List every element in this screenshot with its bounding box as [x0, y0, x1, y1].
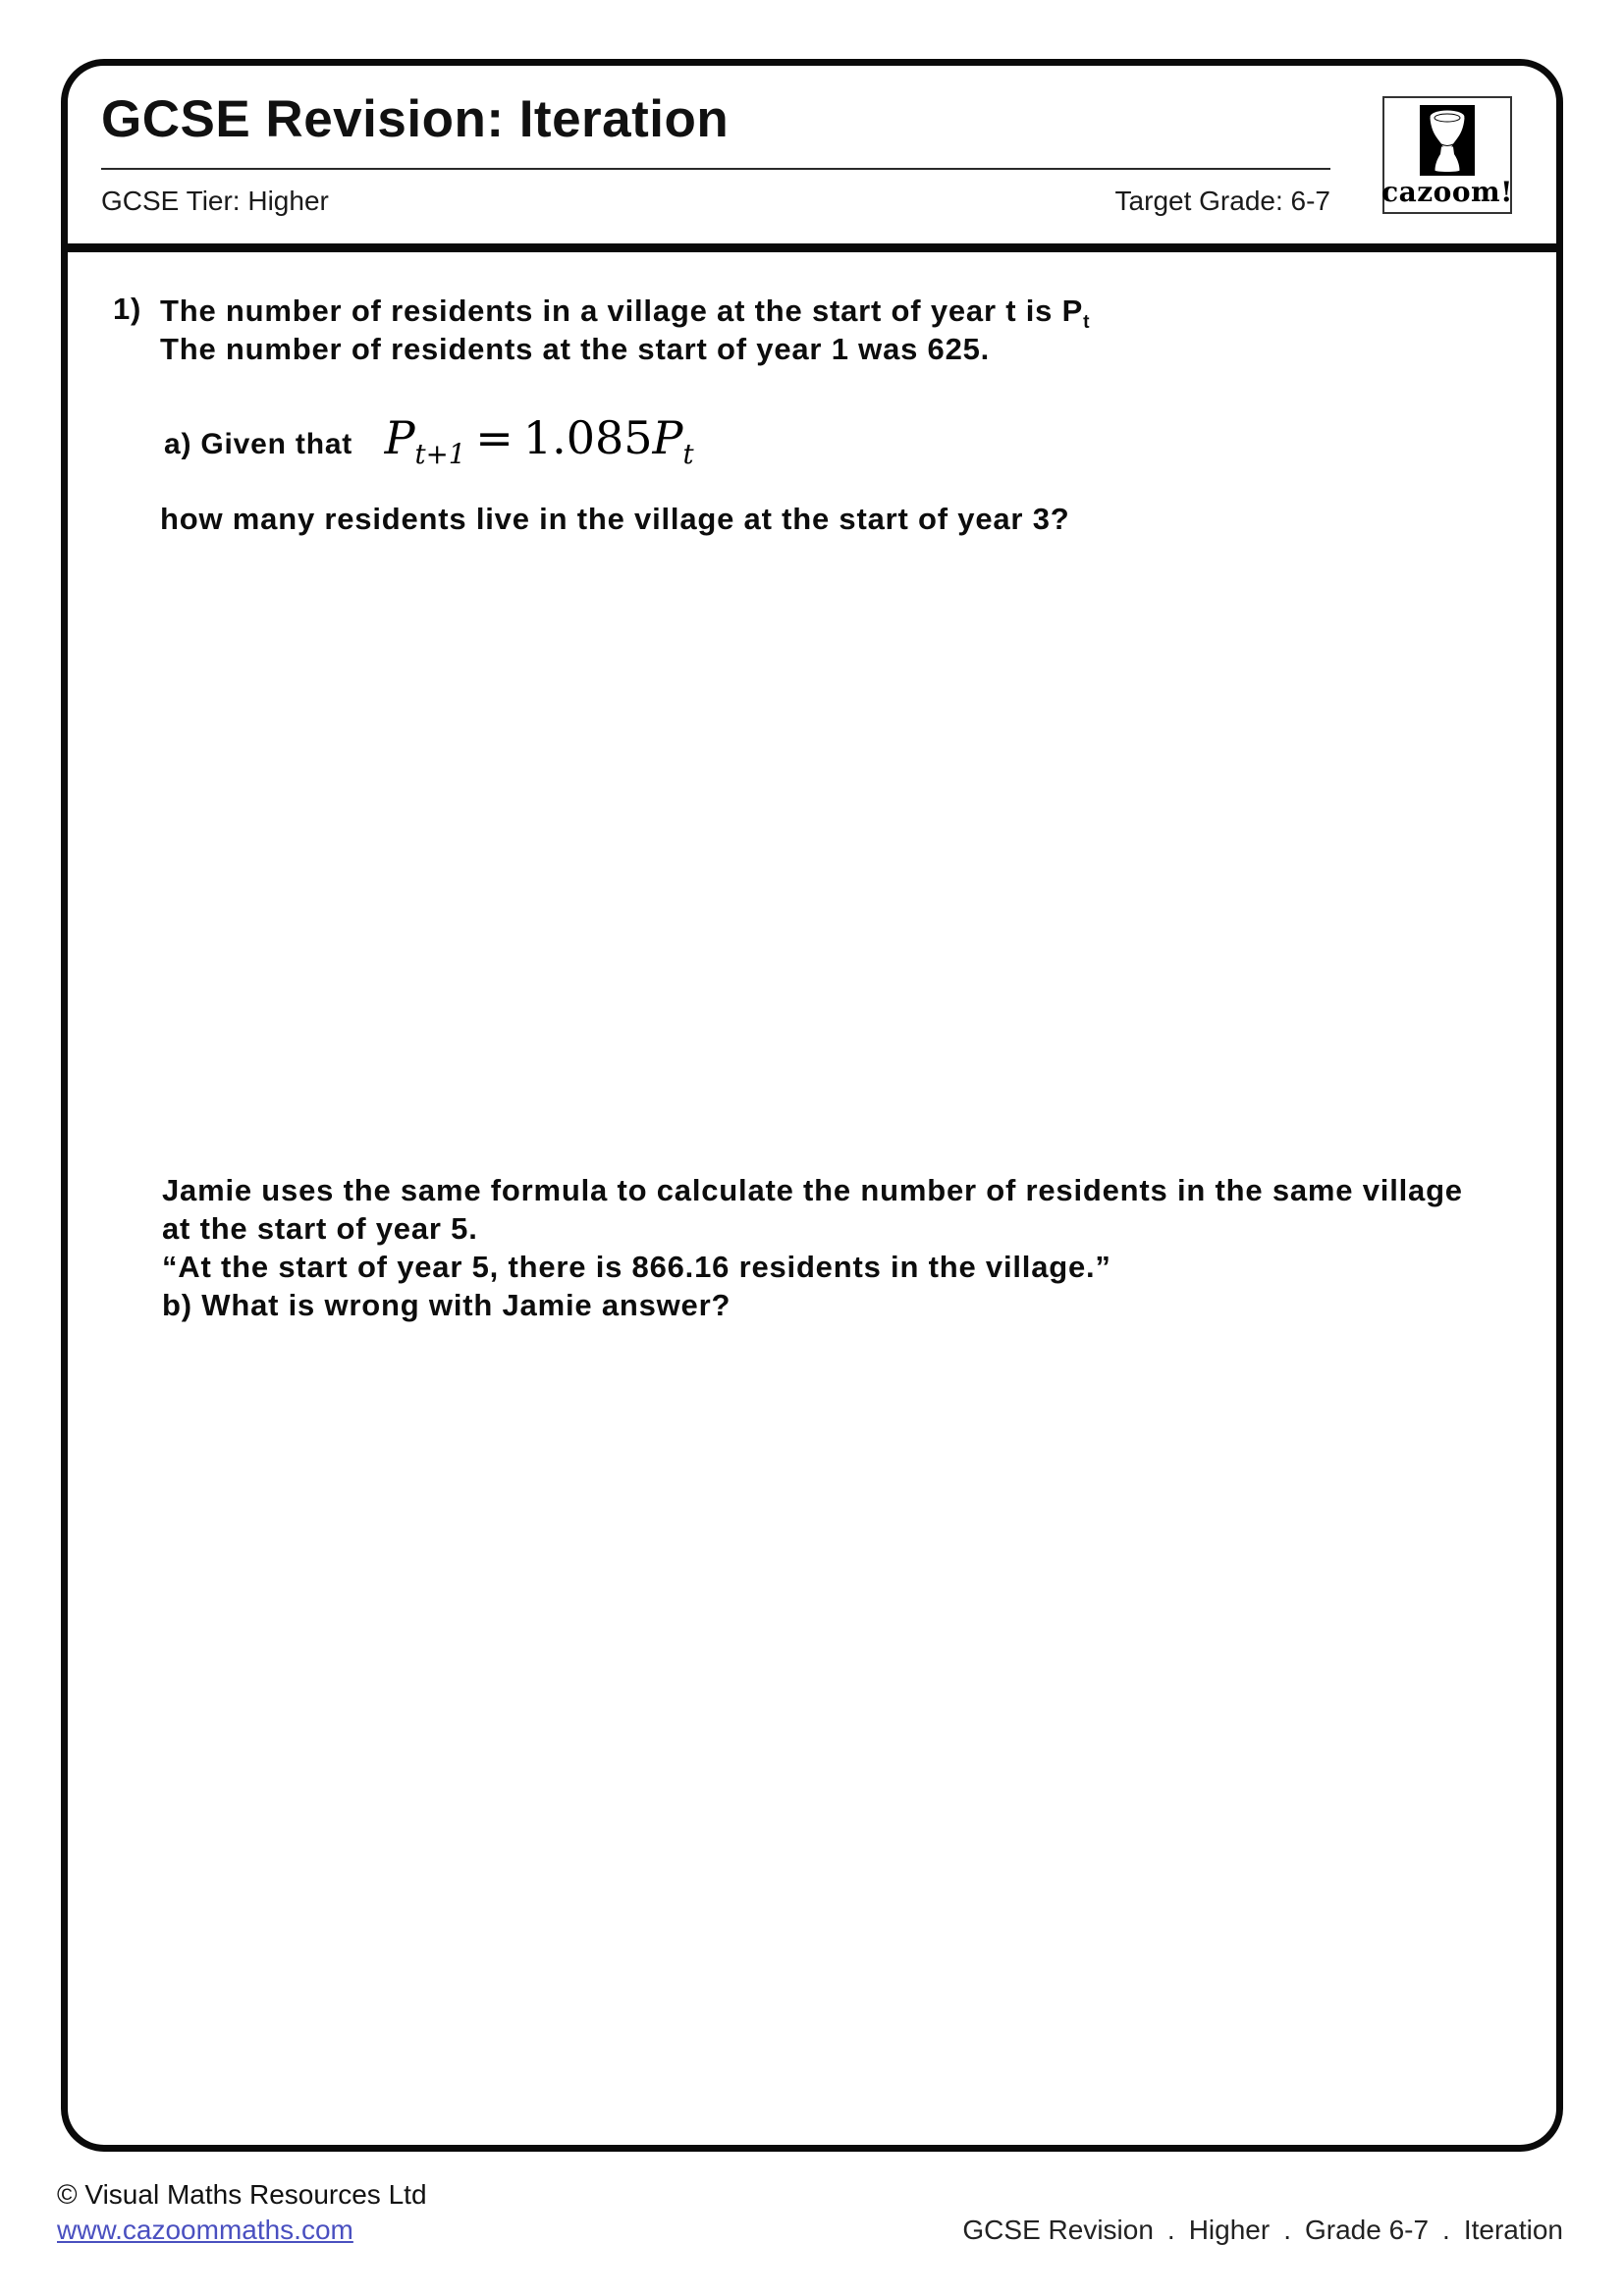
djembe-drum-icon: [1420, 105, 1475, 176]
crumb-grade: Grade 6-7: [1304, 2215, 1430, 2245]
question-intro-line2: The number of residents at the start of year 1 was 625.: [160, 332, 991, 366]
crumb-separator: .: [1442, 2215, 1450, 2245]
website-link[interactable]: www.cazoommaths.com: [57, 2215, 353, 2245]
cazoom-logo: [1382, 96, 1512, 214]
worksheet-frame: [61, 59, 1563, 2152]
part-b-block: [162, 1171, 1463, 1324]
crumb-topic: GCSE Revision: [962, 2215, 1154, 2245]
crumb-subtopic: Iteration: [1463, 2215, 1563, 2245]
footer-left: [57, 2177, 427, 2248]
crumb-separator: .: [1166, 2215, 1175, 2245]
header-body-divider: [68, 243, 1556, 252]
part-b-question: b) What is wrong with Jamie answer?: [162, 1288, 731, 1322]
part-a-question-text: how many residents live in the village at the start of year 3?: [160, 502, 1070, 536]
crumb-tier: Higher: [1188, 2215, 1271, 2245]
part-a-row: [164, 411, 694, 471]
part-a-label: a) Given that: [164, 428, 353, 460]
cazoom-brand-text: cazoom!: [1381, 176, 1513, 208]
tier-label: GCSE Tier: Higher: [101, 186, 329, 216]
title-divider-line: [101, 168, 1330, 170]
part-b-quote: “At the start of year 5, there is 866.16 residents in the village.”: [162, 1250, 1111, 1284]
page-title: GCSE Revision: Iteration: [101, 90, 730, 148]
header-meta-row: [101, 186, 1330, 217]
footer-breadcrumb: [962, 2215, 1563, 2246]
p-subscript-t: t: [1083, 312, 1091, 334]
iteration-formula: $P_{t+1} = 1.085P_t$: [384, 411, 694, 471]
question-number: 1): [113, 292, 142, 326]
target-grade-label: Target Grade: 6-7: [1114, 186, 1330, 216]
crumb-separator: .: [1283, 2215, 1291, 2245]
question-intro: [160, 292, 1090, 368]
part-b-line1: Jamie uses the same formula to calculate the number of residents in the same village: [162, 1173, 1463, 1207]
part-b-line2: at the start of year 5.: [162, 1211, 478, 1246]
copyright-text: © Visual Maths Resources Ltd: [57, 2179, 427, 2210]
question-intro-line1: The number of residents in a village at the start of year t is $P_t$: [160, 294, 1091, 334]
